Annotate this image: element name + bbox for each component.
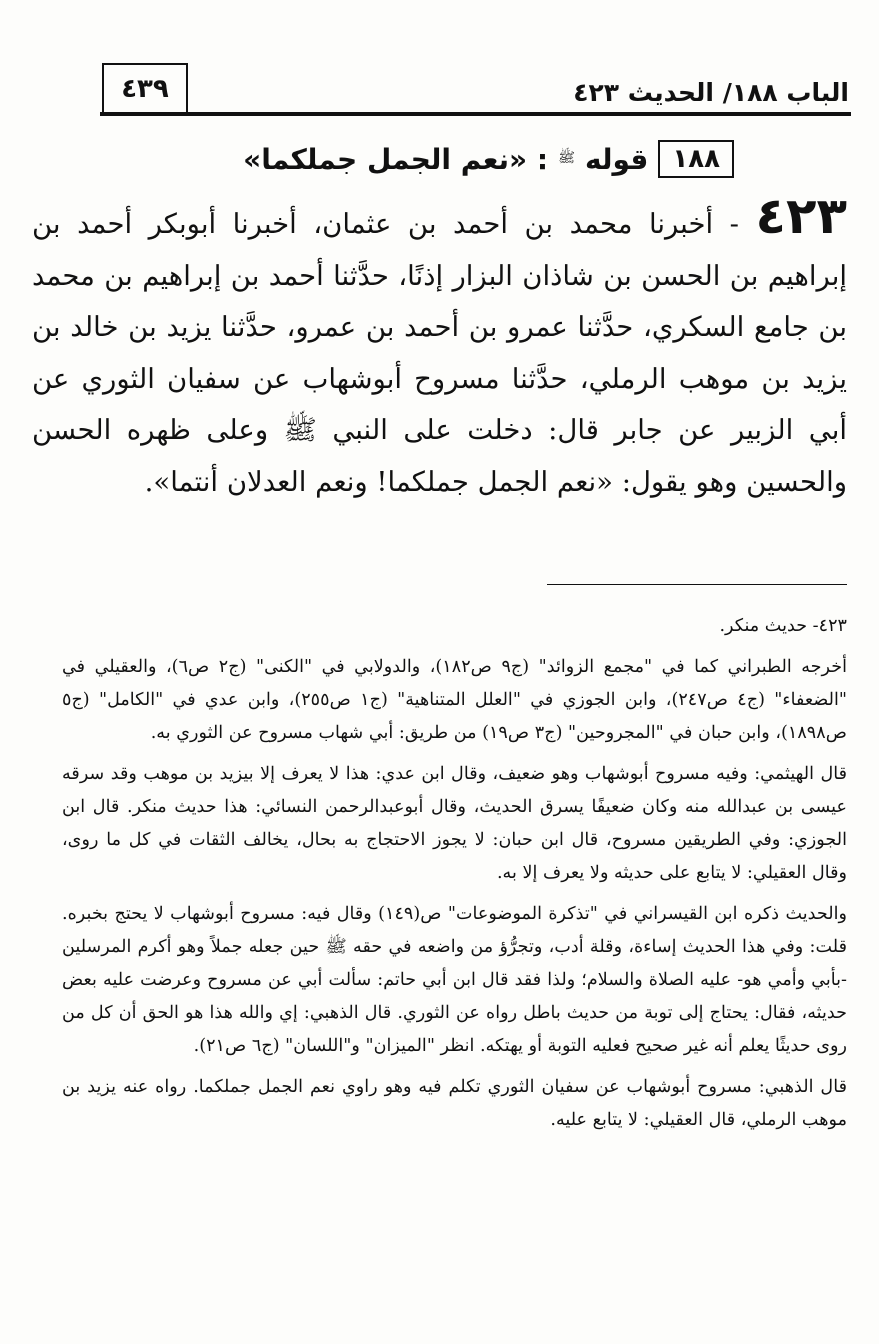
footnote-grade: ٤٢٣- حديث منكر. [719, 616, 847, 636]
footnote-paragraph: أخرجه الطبراني كما في "مجمع الزوائد" (ج٩ ص١٨٢)، والدولابي في "الكنى" (ج٢ ص٦)، والعقيلي في "الضعفاء" (ج٤ ص٢٤٧)، وابن الجوزي في "العلل المتناهية" (ج١ ص٢٥٥)، وابن عدي في "الكامل" (ج٥ ص١٨٩٨)، وابن حبان في "المجروحين" (ج٣ ص١٩) من طريق: أبي شهاب مسروح عن الثوري به. [62, 657, 847, 743]
header-rule [100, 112, 851, 116]
chapter-quote: : «نعم الجمل جملكما» [243, 142, 549, 176]
footnotes [62, 610, 847, 1145]
hadith-text: - أخبرنا محمد بن أحمد بن عثمان، أخبرنا أبوبكر أحمد بن إبراهيم بن الحسن بن شاذان البزار إذنًا، حدَّثنا أحمد بن إبراهيم بن محمد بن جامع السكري، حدَّثنا عمرو بن أحمد بن عمرو، حدَّثنا يزيد بن خالد بن يزيد بن موهب الرملي، حدَّثنا مسروح أبوشهاب عن سفيان الثوري عن أبي الزبير عن جابر قال: دخلت على النبي ﷺ وعلى ظهره الحسن والحسين وهو يقول: «نعم الجمل جملكما! ونعم العدلان أنتما». [32, 208, 847, 498]
chapter-number-box: ١٨٨ [658, 140, 734, 178]
chapter-heading [243, 140, 734, 178]
chapter-label: قوله [585, 142, 649, 176]
hadith-number: ٤٢٣ [755, 187, 847, 245]
hadith-text-block [32, 187, 847, 508]
footnote-separator [547, 584, 847, 585]
footnote-paragraph: والحديث ذكره ابن القيسراني في "تذكرة الموضوعات" ص(١٤٩) وقال فيه: مسروح أبوشهاب لا يحتج بخبره. قلت: وفي هذا الحديث إساءة، وقلة أدب، وتجرُّؤ من واضعه في حقه ﷺ حين جعله جملاً وهو أكرم المرسلين -بأبي وأمي هو- عليه الصلاة والسلام؛ ولذا فقد قال ابن أبي حاتم: سألت أبي عن مسروح وعرضت عليه بعض حديثه، فقال: يحتاج إلى توبة من حديث باطل رواه عن الثوري. قال الذهبي: إي والله هذا هو الحق أن كل من روى حديثًا يعلم أنه غير صحيح فعليه التوبة أو يهتكه. انظر "الميزان" و"اللسان" (ج٦ ص٢١). [62, 904, 847, 1056]
salawat-glyph: ﷺ [558, 150, 575, 166]
page-number: ٤٣٩ [102, 63, 188, 113]
footnote-paragraph: قال الذهبي: مسروح أبوشهاب عن سفيان الثوري تكلم فيه وهو راوي نعم الجمل جملكما. رواه عنه يزيد بن موهب الرملي، قال العقيلي: لا يتابع عليه. [62, 1077, 847, 1130]
footnote-paragraph: قال الهيثمي: وفيه مسروح أبوشهاب وهو ضعيف، وقال ابن عدي: هذا لا يعرف إلا بيزيد بن موهب وقد سرقه عيسى بن عبدالله منه وكان ضعيفًا يسرق الحديث، وقال أبوعبدالرحمن النسائي: هذا حديث منكر. قال ابن الجوزي: وفي الطريقين مسروح، قال ابن حبان: لا يجوز الاحتجاج به بحال، يخالف الثقات في كل ما روى، وقال العقيلي: لا يتابع على حديثه ولا يعرف إلا به. [62, 764, 847, 883]
running-header-title: الباب ١٨٨/ الحديث ٤٢٣ [573, 78, 849, 107]
